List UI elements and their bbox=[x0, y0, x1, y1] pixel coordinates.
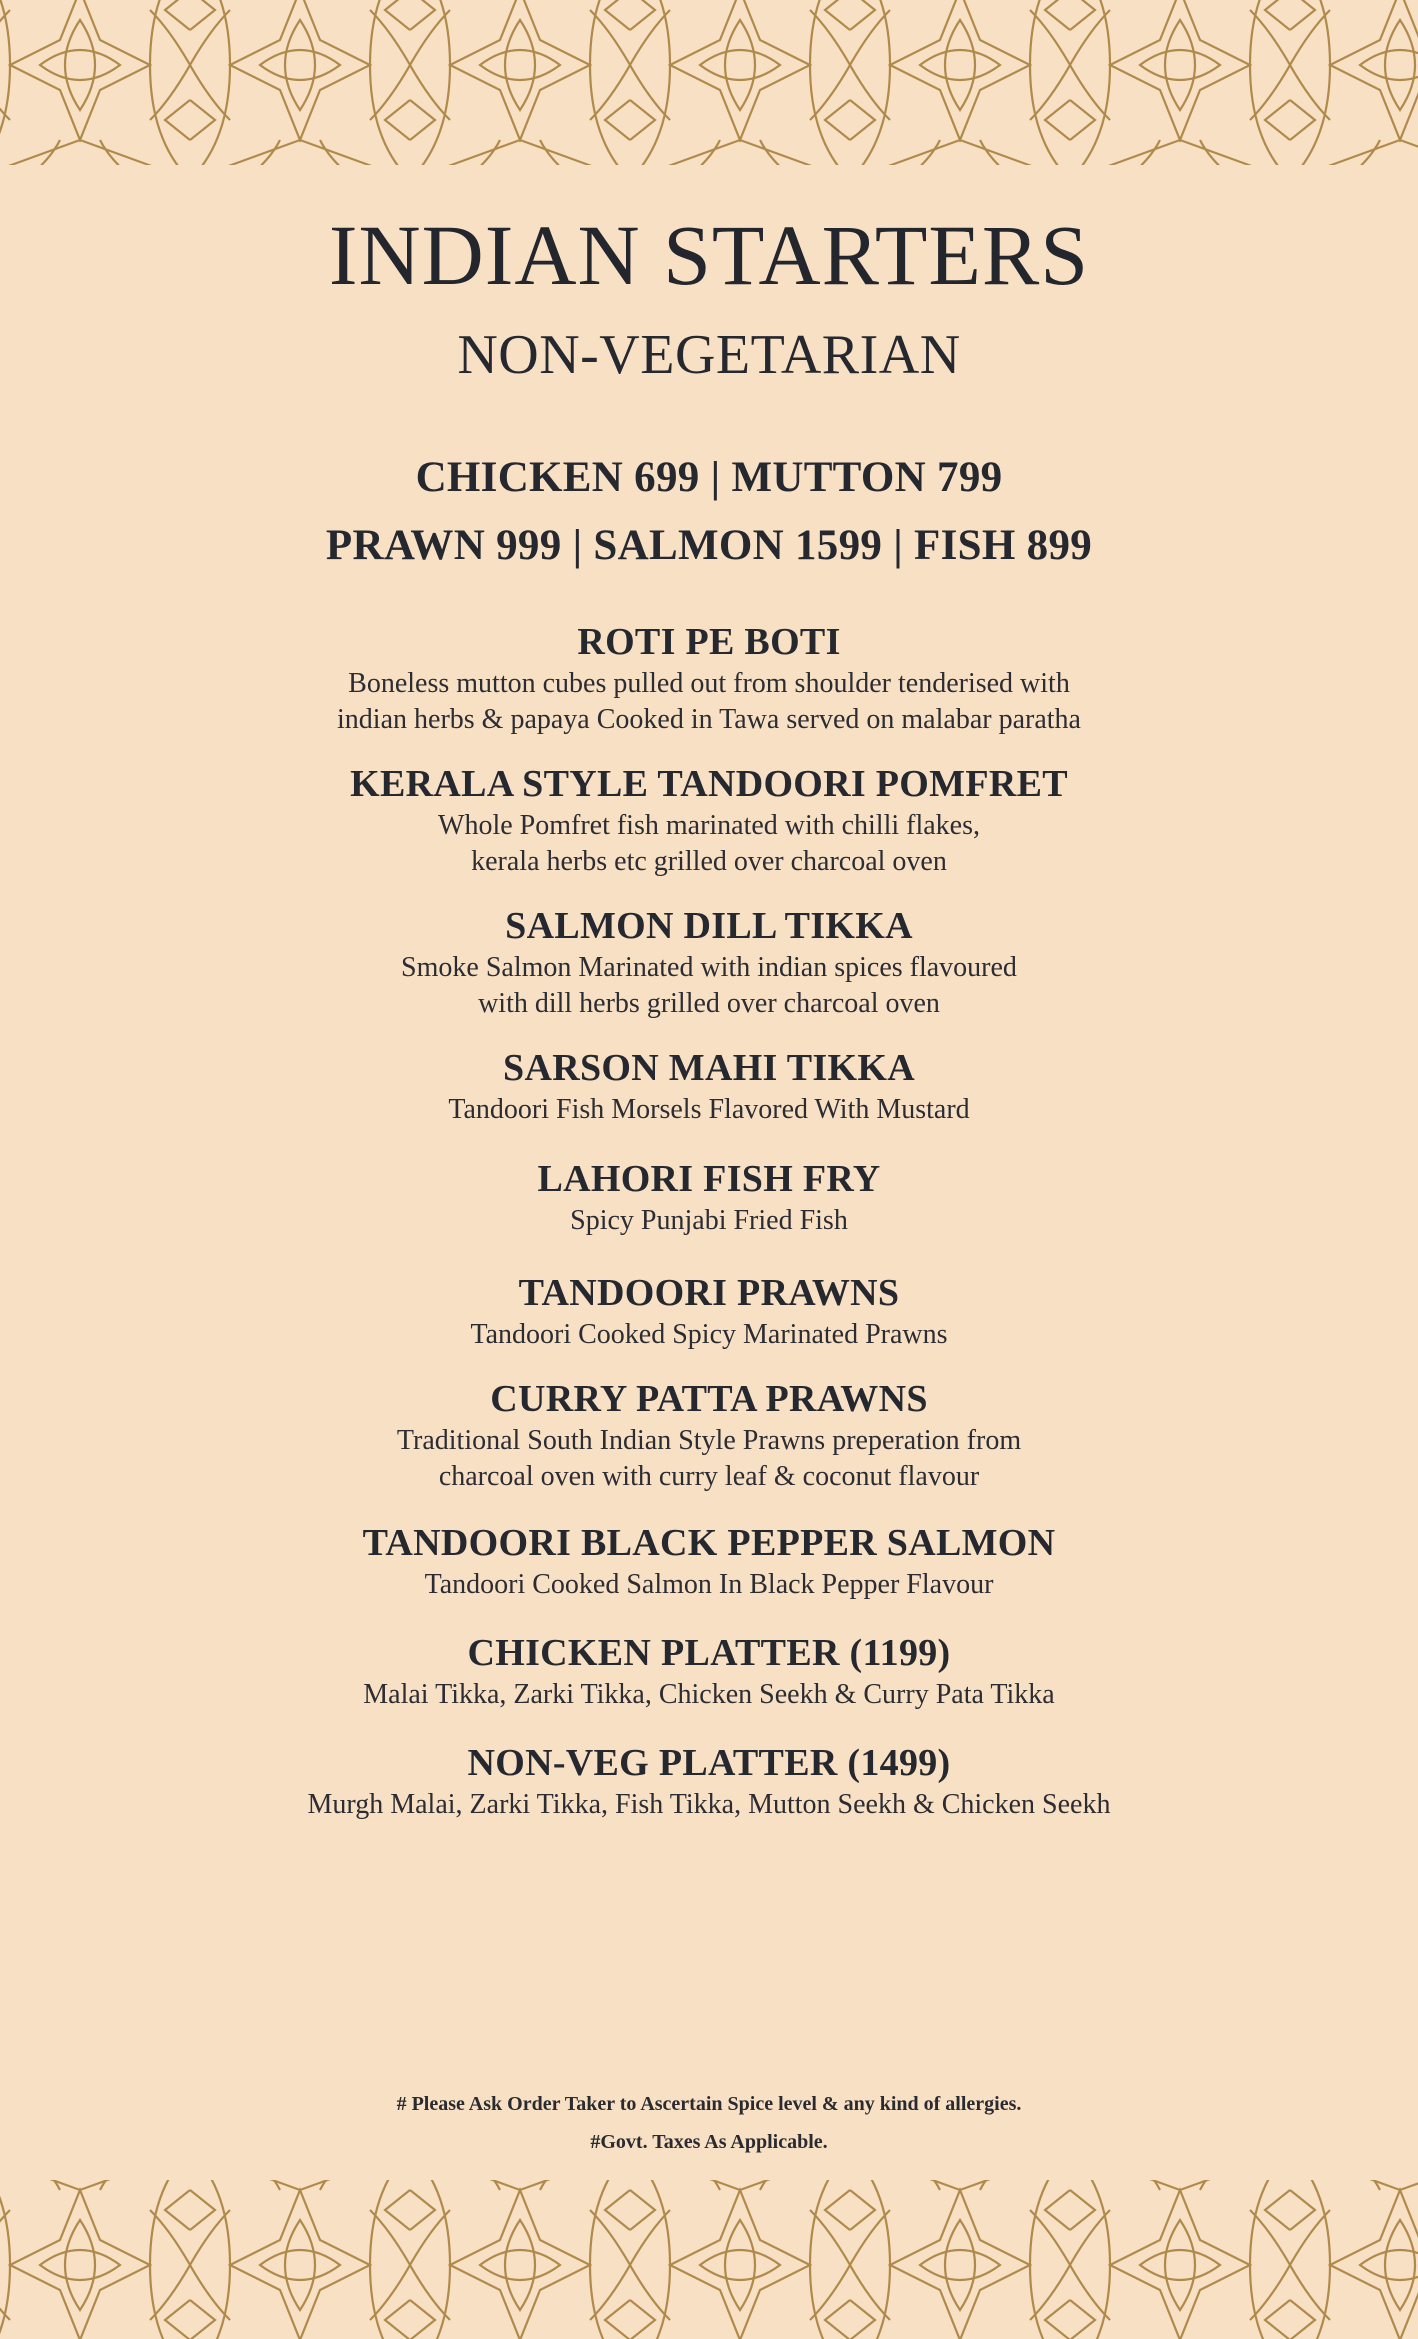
item-name: NON-VEG PLATTER (1499) bbox=[467, 1742, 951, 1784]
item-name: SALMON DILL TIKKA bbox=[505, 905, 913, 947]
item-description: Tandoori Fish Morsels Flavored With Mustard bbox=[448, 1094, 970, 1125]
menu-item bbox=[0, 1155, 1418, 1239]
item-name: TANDOORI BLACK PEPPER SALMON bbox=[362, 1522, 1056, 1564]
item-description: Tandoori Cooked Salmon In Black Pepper Flavour bbox=[424, 1569, 994, 1600]
item-name: KERALA STYLE TANDOORI POMFRET bbox=[350, 763, 1068, 805]
item-name: ROTI PE BOTI bbox=[577, 621, 841, 663]
item-name: CURRY PATTA PRAWNS bbox=[490, 1378, 928, 1420]
tax-note: #Govt. Taxes As Applicable. bbox=[590, 2131, 828, 2153]
item-name: SARSON MAHI TIKKA bbox=[503, 1047, 915, 1089]
item-name: LAHORI FISH FRY bbox=[537, 1158, 881, 1200]
item-description: Spicy Punjabi Fried Fish bbox=[570, 1205, 848, 1236]
item-description: charcoal oven with curry leaf & coconut flavour bbox=[438, 1461, 980, 1492]
menu-item bbox=[0, 902, 1418, 1022]
price-list bbox=[0, 444, 1418, 580]
item-name: CHICKEN PLATTER (1199) bbox=[467, 1632, 951, 1674]
item-description: with dill herbs grilled over charcoal oven bbox=[478, 988, 940, 1019]
menu-item bbox=[0, 1739, 1418, 1823]
bottom-ornament-border bbox=[0, 2180, 1418, 2339]
menu-subtitle: NON-VEGETARIAN bbox=[457, 324, 961, 386]
menu-content bbox=[0, 200, 1418, 1823]
item-description: Murgh Malai, Zarki Tikka, Fish Tikka, Mutton Seekh & Chicken Seekh bbox=[307, 1789, 1111, 1820]
lattice-pattern-icon bbox=[0, 2180, 1418, 2339]
menu-item bbox=[0, 618, 1418, 738]
menu-item bbox=[0, 760, 1418, 880]
item-description: Traditional South Indian Style Prawns preperation from bbox=[396, 1425, 1022, 1456]
item-name: TANDOORI PRAWNS bbox=[518, 1272, 900, 1314]
item-description: Tandoori Cooked Spicy Marinated Prawns bbox=[470, 1319, 948, 1350]
menu-item bbox=[0, 1629, 1418, 1713]
item-description: Malai Tikka, Zarki Tikka, Chicken Seekh & Curry Pata Tikka bbox=[363, 1679, 1055, 1710]
menu-item bbox=[0, 1044, 1418, 1128]
item-description: kerala herbs etc grilled over charcoal oven bbox=[471, 846, 947, 877]
item-description: Whole Pomfret fish marinated with chilli flakes, bbox=[438, 810, 980, 841]
top-ornament-border bbox=[0, 0, 1418, 165]
menu-items bbox=[0, 618, 1418, 1823]
price-line: PRAWN 999 | SALMON 1599 | FISH 899 bbox=[325, 522, 1093, 569]
footer-notes bbox=[0, 2085, 1418, 2161]
menu-item bbox=[0, 1375, 1418, 1495]
item-description: Boneless mutton cubes pulled out from shoulder tenderised with bbox=[348, 668, 1070, 699]
item-description: Smoke Salmon Marinated with indian spices flavoured bbox=[401, 952, 1017, 983]
allergy-note: # Please Ask Order Taker to Ascertain Spice level & any kind of allergies. bbox=[396, 2093, 1022, 2115]
menu-title: INDIAN STARTERS bbox=[328, 207, 1090, 303]
item-description: indian herbs & papaya Cooked in Tawa served on malabar paratha bbox=[337, 704, 1081, 735]
lattice-pattern-icon bbox=[0, 0, 1418, 165]
price-line: CHICKEN 699 | MUTTON 799 bbox=[415, 454, 1003, 501]
menu-item bbox=[0, 1519, 1418, 1603]
menu-item bbox=[0, 1269, 1418, 1353]
